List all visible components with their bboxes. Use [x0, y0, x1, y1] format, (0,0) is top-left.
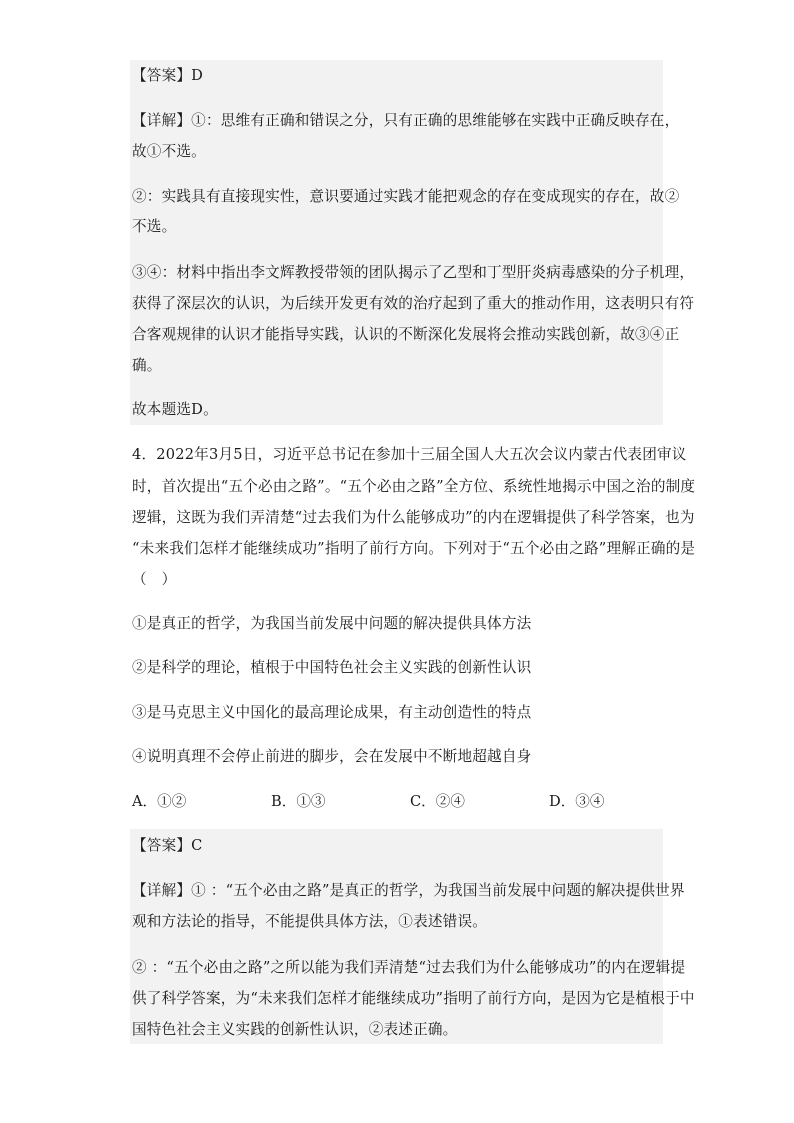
detail-text: 观和方法论的指导，不能提供具体方法，①表述错误。: [132, 913, 488, 930]
option-c[interactable]: C．②④: [410, 793, 465, 810]
answer-block-2: [130, 829, 695, 1044]
question-blank: （ ）: [132, 571, 177, 588]
conclusion-text: 故本题选D。: [132, 401, 218, 418]
detail-text: ③④：材料中指出李文辉教授带领的团队揭示了乙型和丁型肝炎病毒感染的分子机理，: [132, 264, 695, 281]
detail-text: 合客观规律的认识才能指导实践，认识的不断深化发展将会推动实践创新，故③④正: [132, 326, 680, 343]
detail-text: 国特色社会主义实践的创新性认识，②表述正确。: [132, 1021, 458, 1038]
option-d[interactable]: D．③④: [549, 793, 605, 810]
detail-text: 【详解】① ：“五个必由之路”是真正的哲学，为我国当前发展中问题的解决提供世界: [132, 882, 685, 899]
detail-text: 获得了深层次的认识，为后续开发更有效的治疗起到了重大的推动作用，这表明只有符: [132, 295, 695, 312]
question-text: 时，首次提出“五个必由之路”。“五个必由之路”全方位、系统性地揭示中国之治的制度: [132, 478, 696, 495]
question-text: “未来我们怎样才能继续成功”指明了前行方向。下列对于“五个必由之路”理解正确的是: [132, 540, 696, 557]
answer-label: 【答案】D: [132, 67, 204, 84]
answer-label: 【答案】C: [132, 837, 203, 854]
detail-text: 故①不选。: [132, 143, 206, 160]
statement-2: ②是科学的理论，植根于中国特色社会主义实践的创新性认识: [132, 659, 532, 676]
detail-text: ②：实践具有直接现实性，意识要通过实践才能把观念的存在变成现实的存在，故②: [132, 188, 680, 205]
detail-text: 供了科学答案，为“未来我们怎样才能继续成功”指明了前行方向，是因为它是植根于中: [132, 990, 695, 1007]
question-text: 逻辑，这既为我们弄清楚“过去我们为什么能够成功”的内在逻辑提供了科学答案，也为: [132, 509, 695, 526]
option-a[interactable]: A．①②: [132, 793, 187, 810]
option-b[interactable]: B．①③: [271, 793, 326, 810]
detail-text: 确。: [132, 357, 162, 374]
detail-text: ② ：“五个必由之路”之所以能为我们弄清楚“过去我们为什么能够成功”的内在逻辑提: [132, 959, 686, 976]
statement-3: ③是马克思主义中国化的最高理论成果，有主动创造性的特点: [132, 704, 532, 721]
detail-text: 不选。: [132, 218, 177, 235]
detail-text: 【详解】①：思维有正确和错误之分，只有正确的思维能够在实践中正确反映存在，: [132, 112, 680, 129]
statement-1: ①是真正的哲学，为我国当前发展中问题的解决提供具体方法: [132, 615, 532, 632]
statement-4: ④说明真理不会停止前进的脚步，会在发展中不断地超越自身: [132, 748, 532, 765]
question-text: 4．2022年3月5日，习近平总书记在参加十三届全国人大五次会议内蒙古代表团审议: [132, 446, 687, 463]
